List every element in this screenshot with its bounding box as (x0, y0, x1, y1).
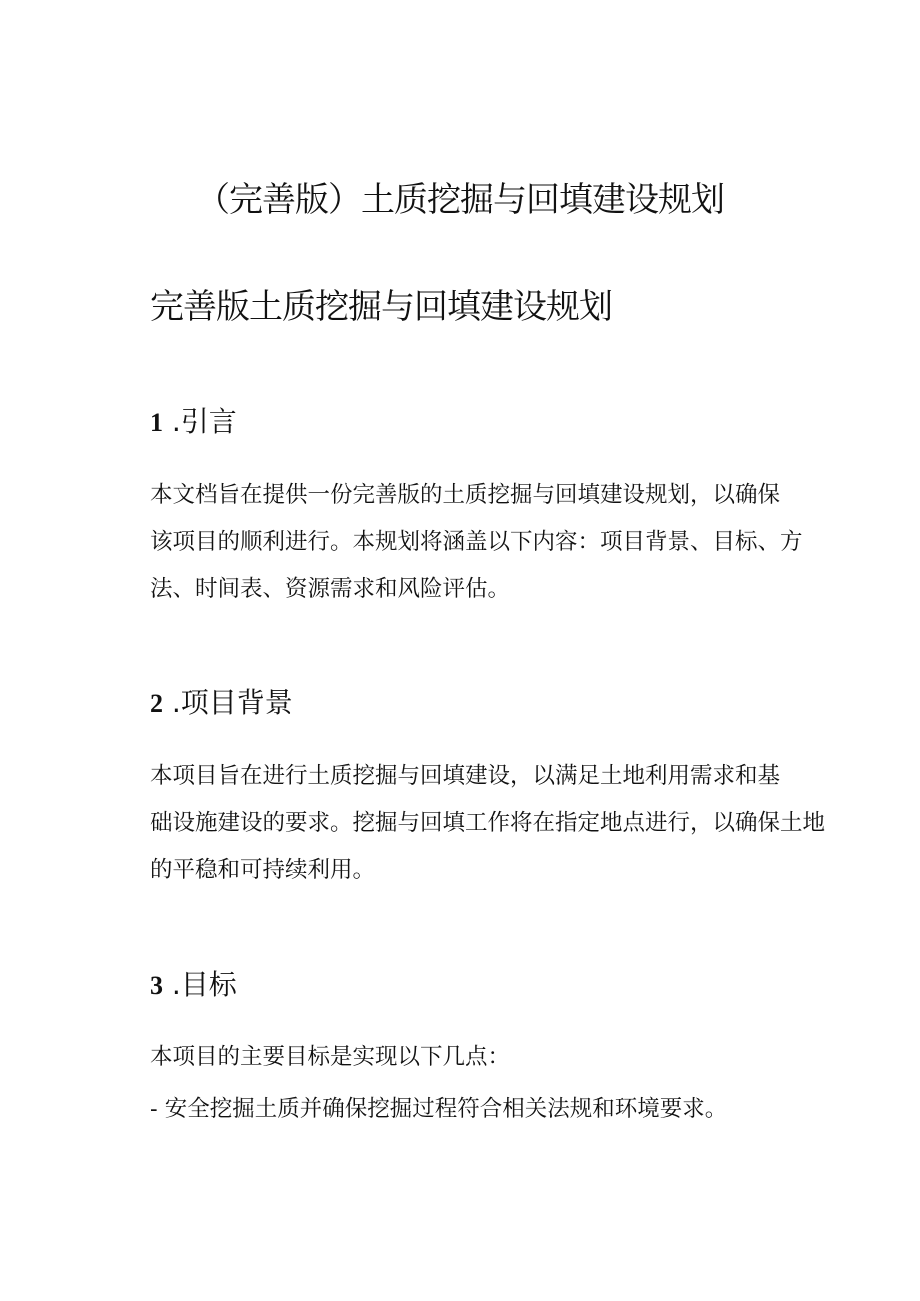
section-number-3: 3 (150, 971, 163, 1000)
section-1-paragraph (150, 472, 803, 613)
section-title-3: .目标 (171, 968, 237, 1001)
paragraph-line: 法、时间表、资源需求和风险评估。 (150, 576, 511, 602)
list-item: - 安全挖掘土质并确保挖掘过程符合相关法规和环境要求。 (150, 1096, 728, 1122)
document-title: （完善版）土质挖掘与回填建设规划 (196, 180, 724, 220)
paragraph-line: 该项目的顺利进行。本规划将涵盖以下内容：项目背景、目标、方 (150, 529, 803, 555)
paragraph-line: 本文档旨在提供一份完善版的土质挖掘与回填建设规划，以确保 (150, 482, 781, 508)
document-subtitle: 完善版土质挖掘与回填建设规划 (150, 287, 612, 327)
section-title-2: .项目背景 (171, 686, 293, 719)
section-title-1: .引言 (171, 405, 237, 438)
paragraph-line: 础设施建设的要求。挖掘与回填工作将在指定地点进行，以确保土地 (150, 810, 826, 836)
section-number-1: 1 (150, 408, 163, 437)
paragraph-line: 的平稳和可持续利用。 (150, 857, 376, 883)
section-number-2: 2 (150, 689, 163, 718)
section-heading-1 (150, 402, 237, 443)
section-3-intro: 本项目的主要目标是实现以下几点： (150, 1044, 511, 1070)
section-heading-2 (150, 683, 293, 724)
paragraph-line: 本项目旨在进行土质挖掘与回填建设，以满足土地利用需求和基 (150, 763, 781, 789)
section-heading-3 (150, 965, 237, 1006)
section-2-paragraph (150, 753, 826, 894)
